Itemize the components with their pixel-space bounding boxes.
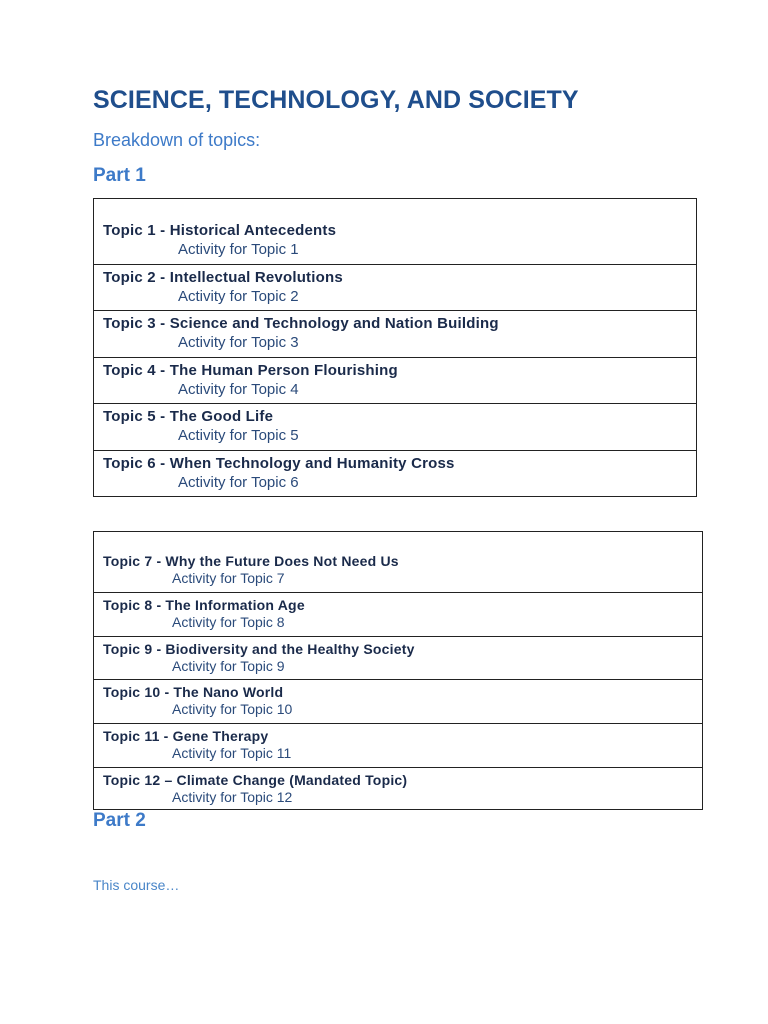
part-1-heading: Part 1 xyxy=(93,165,146,186)
topics-table-part-2 xyxy=(93,531,703,810)
topic-activity: Activity for Topic 7 xyxy=(172,570,285,586)
topic-title: Topic 4 - The Human Person Flourishing xyxy=(103,362,398,379)
course-note: This course… xyxy=(93,877,180,893)
topic-activity: Activity for Topic 11 xyxy=(172,745,292,761)
topic-title: Topic 1 - Historical Antecedents xyxy=(103,222,337,239)
topic-activity: Activity for Topic 6 xyxy=(178,474,299,491)
topic-activity: Activity for Topic 10 xyxy=(172,701,293,717)
page-title: SCIENCE, TECHNOLOGY, AND SOCIETY xyxy=(93,86,579,114)
subtitle: Breakdown of topics: xyxy=(93,130,261,150)
table-row xyxy=(94,264,696,310)
topic-activity: Activity for Topic 4 xyxy=(178,381,299,398)
topic-title: Topic 6 - When Technology and Humanity Cross xyxy=(103,455,455,472)
table-row xyxy=(94,767,702,809)
table-row xyxy=(94,679,702,723)
topic-title: Topic 7 - Why the Future Does Not Need Us xyxy=(103,553,399,569)
topic-activity: Activity for Topic 2 xyxy=(178,288,299,305)
topic-activity: Activity for Topic 12 xyxy=(172,789,293,805)
topic-activity: Activity for Topic 3 xyxy=(178,334,299,351)
table-row xyxy=(94,310,696,357)
topic-title: Topic 2 - Intellectual Revolutions xyxy=(103,269,343,286)
topic-title: Topic 9 - Biodiversity and the Healthy Society xyxy=(103,641,415,657)
table-row xyxy=(94,532,702,592)
topic-activity: Activity for Topic 1 xyxy=(178,241,299,258)
table-row xyxy=(94,199,696,264)
topic-title: Topic 3 - Science and Technology and Nation Building xyxy=(103,315,499,332)
table-row xyxy=(94,357,696,403)
part-2-heading: Part 2 xyxy=(93,810,146,831)
topic-title: Topic 12 – Climate Change (Mandated Topic) xyxy=(103,772,408,788)
table-row xyxy=(94,723,702,767)
table-row xyxy=(94,450,696,496)
table-row xyxy=(94,592,702,636)
topic-title: Topic 5 - The Good Life xyxy=(103,408,274,425)
topic-activity: Activity for Topic 9 xyxy=(172,658,285,674)
table-row xyxy=(94,403,696,450)
topic-activity: Activity for Topic 8 xyxy=(172,614,285,630)
topic-title: Topic 10 - The Nano World xyxy=(103,684,284,700)
topic-title: Topic 11 - Gene Therapy xyxy=(103,728,269,744)
table-row xyxy=(94,636,702,679)
topic-title: Topic 8 - The Information Age xyxy=(103,597,305,613)
topics-table-part-1 xyxy=(93,198,697,497)
topic-activity: Activity for Topic 5 xyxy=(178,427,299,444)
